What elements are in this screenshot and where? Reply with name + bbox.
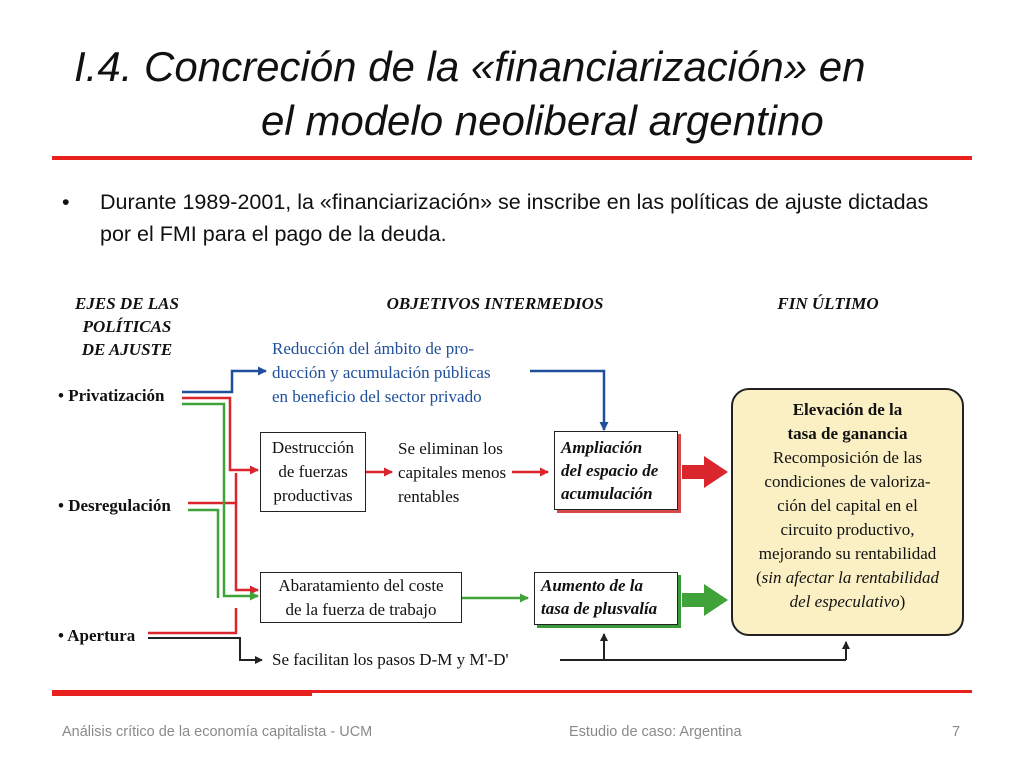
eliminan-line: Se eliminan los xyxy=(398,439,503,458)
eliminan-text xyxy=(398,437,506,509)
aumento-line: Aumento de la xyxy=(541,576,644,595)
ampliacion-box xyxy=(554,431,678,510)
facilitan-text: Se facilitan los pasos D-M y M'-D' xyxy=(272,650,509,669)
fin-bold-line: Elevación de la xyxy=(792,400,903,419)
fin-line: mejorando su rentabilidad xyxy=(758,544,937,563)
ampliacion-line: del espacio de xyxy=(561,461,659,480)
reduccion-line: Reducción del ámbito de pro- xyxy=(272,339,475,358)
title-line-2: el modelo neoliberal argentino xyxy=(261,97,824,144)
ampliacion-line: acumulación xyxy=(561,484,653,503)
fin-line: Recomposición de las xyxy=(772,448,923,467)
fin-ultimo-box xyxy=(731,388,964,636)
destruccion-line: Destrucción xyxy=(271,438,355,457)
destruccion-line: productivas xyxy=(273,486,353,505)
fin-bold-line: tasa de ganancia xyxy=(787,424,908,443)
footer-section: Estudio de caso: Argentina xyxy=(569,724,742,740)
destruccion-line: de fuerzas xyxy=(278,462,348,481)
bullet-text: Durante 1989-2001, la «financiarización» se inscribe en las políticas de ajuste dictadas por el FMI para el pago de la deuda. xyxy=(100,190,929,246)
big-green-arrow xyxy=(682,584,728,616)
bullet-marker: • xyxy=(62,190,70,214)
fin-line: condiciones de valoriza- xyxy=(764,472,931,491)
reduccion-line: en beneficio del sector privado xyxy=(272,387,482,406)
abaratamiento-box xyxy=(260,572,462,623)
header-fin: FIN ÚLTIMO xyxy=(777,294,879,313)
abaratamiento-line: de la fuerza de trabajo xyxy=(285,600,437,619)
ampliacion-line: Ampliación xyxy=(561,438,643,457)
header-ejes xyxy=(52,292,202,361)
big-red-arrow xyxy=(682,456,728,488)
footer-divider-thick xyxy=(52,690,312,696)
eje-apertura: • Apertura xyxy=(58,626,136,645)
fin-italic-line xyxy=(733,590,962,614)
fin-paren-open: ( xyxy=(755,568,762,587)
header-ejes-line: DE AJUSTE xyxy=(81,340,173,359)
destruccion-box xyxy=(260,432,366,512)
footer-course: Análisis crítico de la economía capitalista - UCM xyxy=(62,724,373,740)
header-ejes-line: POLÍTICAS xyxy=(82,317,172,336)
reduccion-text xyxy=(272,337,491,409)
header-objetivos: OBJETIVOS INTERMEDIOS xyxy=(386,294,604,313)
footer-divider xyxy=(312,690,972,693)
fin-italic-text: del especulativo xyxy=(789,592,900,611)
abaratamiento-line: Abaratamiento del coste xyxy=(278,576,444,595)
header-ejes-line: EJES DE LAS xyxy=(75,294,179,313)
fin-italic-text: sin afectar la rentabilidad xyxy=(761,568,940,587)
aumento-line: tasa de plusvalía xyxy=(541,599,658,618)
fin-italic-line xyxy=(733,566,962,590)
fin-line: ción del capital en el xyxy=(777,496,918,515)
aumento-box xyxy=(534,572,678,625)
reduccion-line: ducción y acumulación públicas xyxy=(272,363,491,382)
fin-paren-close: ) xyxy=(899,592,906,611)
eje-privatizacion: • Privatización xyxy=(58,386,165,405)
eliminan-line: rentables xyxy=(398,487,460,506)
page-number: 7 xyxy=(952,724,961,740)
eje-desregulacion: • Desregulación xyxy=(58,496,171,515)
fin-line: circuito productivo, xyxy=(780,520,915,539)
eliminan-line: capitales menos xyxy=(398,463,507,482)
title-line-1: I.4. Concreción de la «financiarización» en xyxy=(74,43,866,90)
